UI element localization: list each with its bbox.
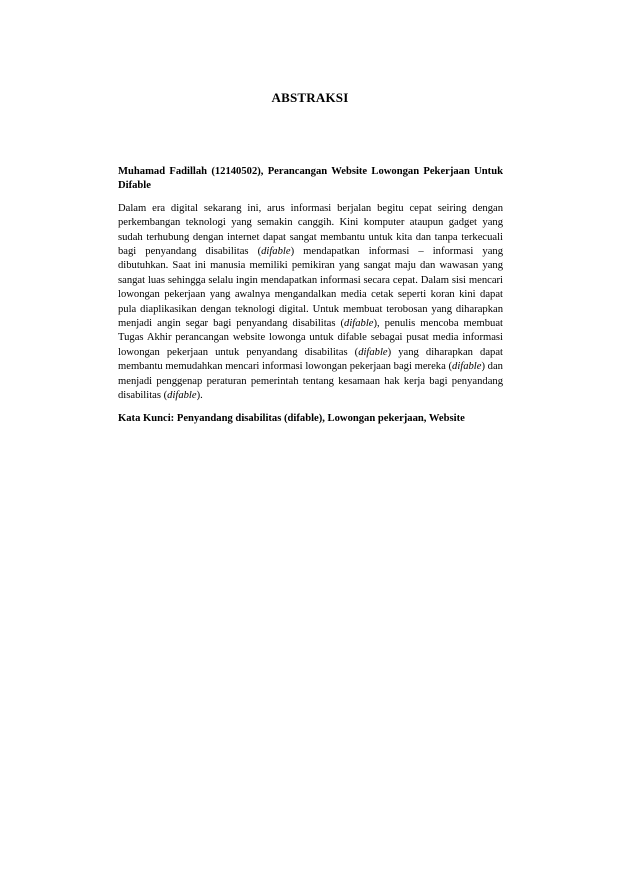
keywords-line: Kata Kunci: Penyandang disabilitas (difable), Lowongan pekerjaan, Website [118,412,465,424]
abstract-emphasis: difable [358,346,388,358]
abstract-heading: Muhamad Fadillah (12140502), Perancangan Website Lowongan Pekerjaan Untuk Difable [118,166,503,192]
abstract-text: ), penulis mencoba membuat Tugas Akhir perancangan website lowonga untuk difable sebagai pusat media informasi lowongan pekerjaan untuk penyandang disabilitas ( [118,318,503,358]
abstract-emphasis: difable [452,361,482,373]
abstract-text: Dalam era digital sekarang ini, arus informasi berjalan begitu cepat seiring dengan perkembangan teknologi yang semakin canggih. Kini komputer ataupun gadget yang sudah terhubung dengan internet dapat sangat membantu untuk kita dan tanpa terkecuali bagi penyandang disabilitas ( [118,202,503,258]
abstract-emphasis: difable [344,318,374,330]
page-title: ABSTRAKSI [271,90,349,105]
abstract-emphasis: difable [261,246,291,258]
abstract-text: ) mendapatkan informasi – informasi yang dibutuhkan. Saat ini manusia memiliki pemikiran yang sangat maju dan wawasan yang sangat luas sehingga selalu ingin mendapatkan informasi secara cepat. Dalam sisi mencari lowongan pekerjaan yang awalnya mengandalkan media cetak seperti koran kini dapat pula diaplikasikan dengan teknologi digital. Untuk membuat terobosan yang diharapkan menjadi angin segar bagi penyandang disabilitas ( [118,246,503,330]
abstract-content [118,165,503,426]
abstract-text: ) yang diharapkan dapat membantu memudahkan mencari informasi lowongan pekerjaan bagi mereka ( [118,346,503,373]
abstract-emphasis: difable [167,390,197,402]
abstract-paragraph [118,202,503,404]
abstract-text: ). [196,390,203,402]
abstract-text: ) dan menjadi penggenap peraturan pemerintah tentang kesamaan hak kerja bagi penyandang disabilitas ( [118,361,503,402]
